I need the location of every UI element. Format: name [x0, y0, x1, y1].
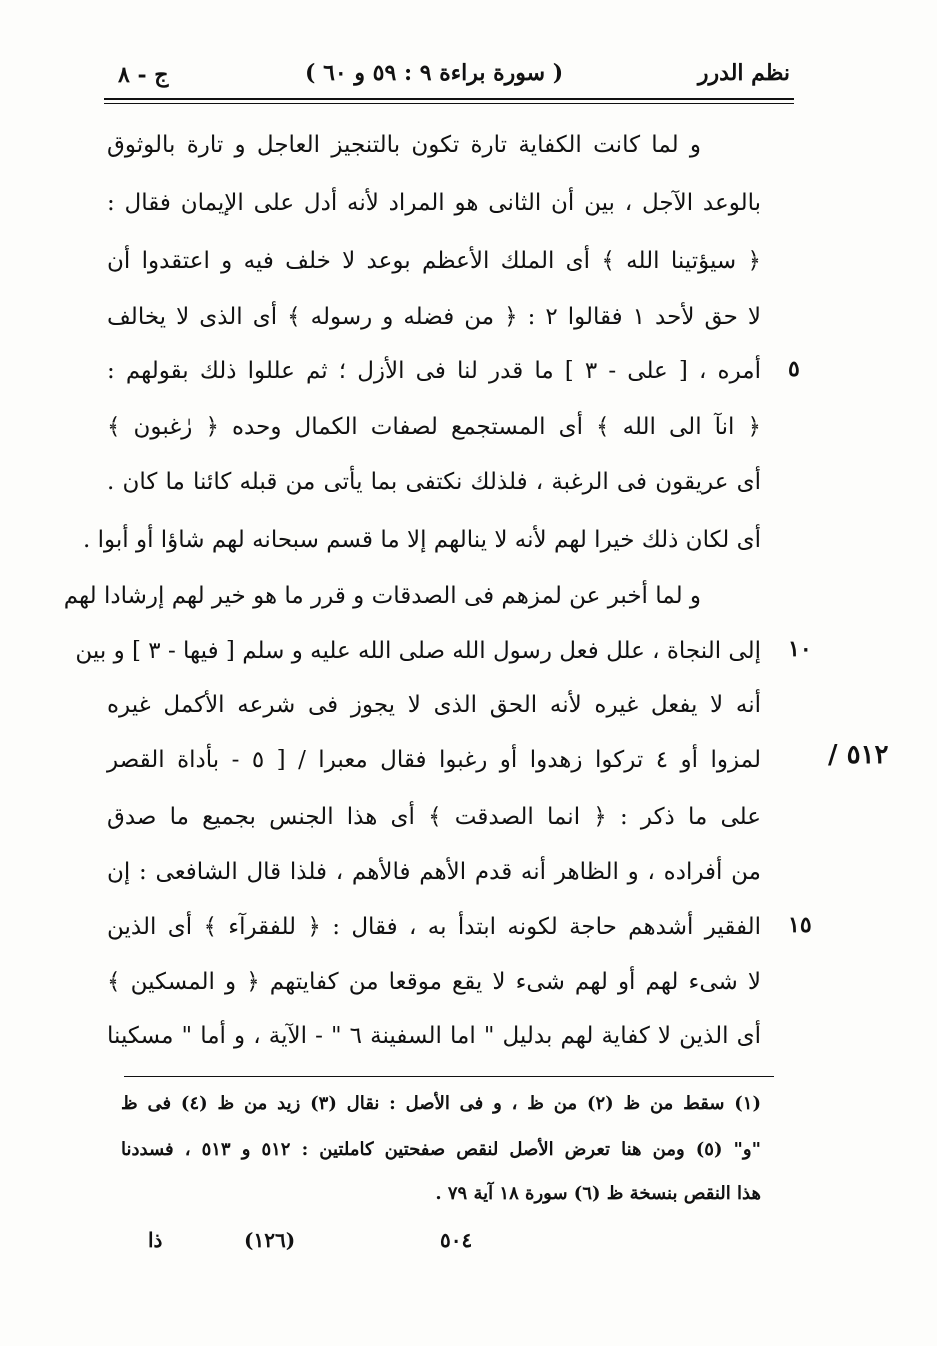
sheet-number: (١٢٦): [244, 1228, 296, 1252]
body-line: ﴿ انآ الى الله ﴾ أى المستجمع لصفات الكمال وحده ﴿ رٰغبون ﴾: [107, 414, 761, 440]
body-line: الفقير أشدهم حاجة لكونه ابتدأ به ، فقال : ﴿ للفقرآء ﴾ أى الذين: [107, 914, 761, 940]
body-line: لا شىء لهم أو لهم شىء لا يقع موقعا من كفايتهم ﴿ و المسكين ﴾: [107, 969, 761, 995]
margin-page-reference: ٥١٢ /: [828, 740, 889, 770]
line-number: ١٠: [788, 636, 812, 662]
header-rule-thick: [104, 98, 794, 100]
body-line: أمره ، [ على - ٣ ] ما قدر لنا فى الأزل ؛ ثم عللوا ذلك بقولهم :: [107, 358, 761, 384]
body-line: و لما كانت الكفاية تارة تكون بالتنجيز العاجل و تارة بالوثوق: [107, 132, 701, 158]
body-line: لمزوا أو ٤ تركوا زهدوا أو رغبوا فقال معبرا / [ ٥ - بأداة القصر: [107, 747, 761, 773]
body-line: أى لكان ذلك خيرا لهم لأنه لا ينالهم إلا ما قسم سبحانه لهم شاؤا أو أبوا .: [82, 527, 761, 553]
signature-mark: ذا: [148, 1228, 163, 1252]
body-line: لا حق لأحد ١ فقالوا ٢ : ﴿ من فضله و رسوله ﴾ أى الذى لا يخالف: [107, 304, 761, 330]
body-line: ﴿ سيؤتينا الله ﴾ أى الملك الأعظم بوعد لا خلف فيه و اعتقدوا أن: [107, 248, 761, 274]
header-rule-thin: [104, 103, 794, 104]
body-line: أى الذين لا كفاية لهم بدليل " اما السفينة ٦ " - الآية ، و أما " مسكينا: [107, 1023, 761, 1049]
footnote-rule: [124, 1076, 774, 1077]
body-line: بالوعد الآجل ، بين أن الثانى هو المراد لأنه أدل على الإيمان فقال :: [107, 190, 761, 216]
footnote-line: (١) سقط من ظ (٢) من ظ ، و فى الأصل : نقال (٣) زيد من ظ (٤) فى ظ: [121, 1093, 761, 1114]
book-title: نظم الدرر: [697, 60, 790, 86]
line-number: ٥: [788, 356, 800, 382]
body-line: أنه لا يفعل غيره لأنه الحق الذى لا يجوز فى شرعه الأكمل غيره: [107, 692, 761, 718]
body-line: على ما ذكر : ﴿ انما الصدقت ﴾ أى هذا الجنس بجميع ما صدق: [107, 804, 761, 830]
line-number: ١٥: [788, 912, 812, 938]
surah-reference: ( سورة براءة ٩ : ٥٩ و ٦٠ ): [305, 60, 564, 86]
footnote-line: "و" (٥) ومن هنا تعرض الأصل لنقص صفحتين كاملتين : ٥١٢ و ٥١٣ ، فسددنا: [121, 1139, 761, 1160]
page-number: ٥٠٤: [440, 1228, 473, 1252]
body-line: و لما أخبر عن لمزهم فى الصدقات و قرر ما هو خير لهم إرشادا لهم: [63, 583, 701, 609]
body-line: أى عريقون فى الرغبة ، فلذلك نكتفى بما يأتى من قبله كائنا ما كان .: [107, 469, 761, 495]
body-line: إلى النجاة ، علل فعل رسول الله صلى الله عليه و سلم [ فيها - ٣ ] و بين: [75, 638, 761, 664]
volume-label: ج - ٨: [118, 62, 169, 88]
body-line: من أفراده ، و الظاهر أنه قدم الأهم فالأهم ، فلذا قال الشافعى : إن: [107, 859, 761, 885]
footnote-line: هذا النقص بنسخة ظ (٦) سورة ١٨ آية ٧٩ .: [435, 1183, 761, 1204]
